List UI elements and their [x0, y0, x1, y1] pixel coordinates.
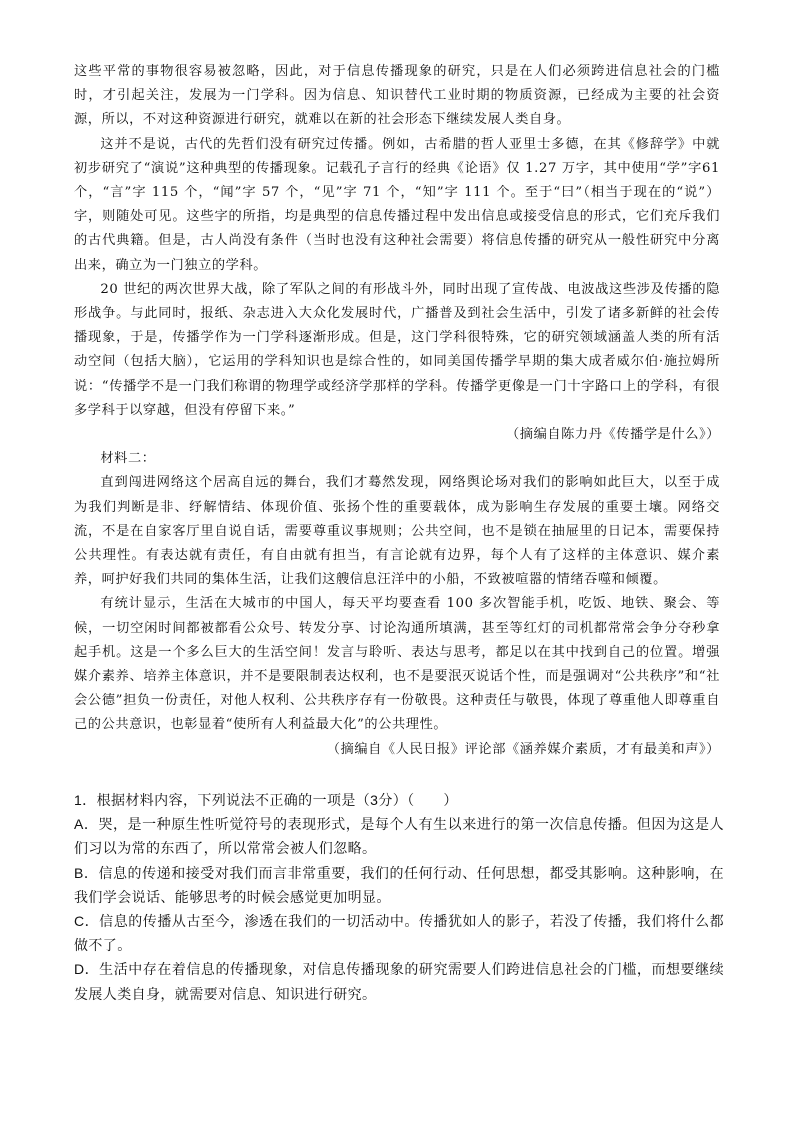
material-label: 材料二：	[100, 451, 156, 467]
passage-paragraph: 20 世纪的两次世界大战，除了军队之间的有形战斗外，同时出现了宣传战、电波战这些涉及传播的隐形战争。与此同时，报纸、杂志进入大众化发展时代，广播普及到社会生活中，引发了诸多新鲜的社会传播现象，于是，传播学作为一门学科逐渐形成。但是，这门学科很特殊，它的研究领域涵盖人类的所有活动空间（包括大脑），它运用的学科知识也是综合性的，如同美国传播学早期的集大成者威尔伯·施拉姆所说：“传播学不是一门我们称谓的物理学或经济学那样的学科。传播学更像是一门十字路口上的学科，有很多学科于以穿越，但没有停留下来。”	[74, 281, 720, 418]
passage-paragraph: 有统计显示，生活在大城市的中国人，每天平均要查看 100 多次智能手机，吃饭、地铁、聚会、等候，一切空闲时间都被都看公众号、转发分享、讨论沟通所填满，甚至等红灯的司机都常常会争分夺秒拿起手机。这是一个多么巨大的生活空间！发言与聆听、表达与思考，都足以在其中找到自己的位置。增强媒介素养、培养主体意识，并不是要限制表达权利，也不是要泯灭说话个性，而是强调对“公共秩序”和“社会公德”担负一份责任，对他人权利、公共秩序存有一份敬畏。这种责任与敬畏，体现了尊重他人即尊重自己的公共意识，也彰显着“使所有人利益最大化”的公共理性。	[74, 596, 720, 733]
reading-passage	[74, 60, 720, 762]
passage-paragraph: 直到闯进网络这个居高自远的舞台，我们才蓦然发现，网络舆论场对我们的影响如此巨大，以至于成为我们判断是非、纾解情结、体现价值、张扬个性的重要载体，成为影响生存发展的重要土壤。网络交流，不是在自家客厅里自说自话，需要尊重议事规则；公共空间，也不是锁在抽屉里的日记本，需要保持公共理性。有表达就有责任，有自由就有担当，有言论就有边界，每个人有了这样的主体意识、媒介素养，呵护好我们共同的集体生活，让我们这艘信息汪洋中的小船，不致被喧嚣的情绪吞噬和倾覆。	[74, 475, 720, 588]
question-stem: 1．根据材料内容，下列说法不正确的一项是（3分）（ ）	[74, 792, 458, 808]
answer-option-a: A．哭，是一种原生性听觉符号的表现形式，是每个人有生以来进行的第一次信息传播。但因为这是人们习以为常的东西了，所以常常会被人们忽略。	[74, 816, 724, 857]
source-citation: （摘编自《人民日报》评论部《涵养媒介素质，才有最美和声》）	[326, 741, 720, 757]
source-citation: （摘编自陈力丹《传播学是什么》）	[506, 427, 720, 443]
answer-option-d: D．生活中存在着信息的传播现象，对信息传播现象的研究需要人们跨进信息社会的门槛，而想要继续发展人类自身，就需要对信息、知识进行研究。	[74, 961, 724, 1002]
answer-option-c: C．信息的传播从古至今，渗透在我们的一切活动中。传播犹如人的影子，若没了传播，我们将什么都做不了。	[74, 913, 724, 954]
passage-paragraph: 这并不是说，古代的先哲们没有研究过传播。例如，古希腊的哲人亚里士多德，在其《修辞学》中就初步研究了“演说”这种典型的传播现象。记载孔子言行的经典《论语》仅 1.27 万字，其中使用“学”字61 个，“言”字 115 个，“闻”字 57 个，“见”字 71 个，“知”字 111 个。至于“曰”（相当于现在的“说”）字，则随处可见。这些字的所指，均是典型的信息传播过程中发出信息或接受信息的形式，它们充斥我们的古代典籍。但是，古人尚没有条件（当时也没有这种社会需要）将信息传播的研究从一般性研究中分离出来，确立为一门独立的学科。	[74, 136, 720, 273]
question-block	[74, 788, 724, 1006]
passage-paragraph: 这些平常的事物很容易被忽略，因此，对于信息传播现象的研究，只是在人们必须跨进信息社会的门槛时，才引起关注，发展为一门学科。因为信息、知识替代工业时期的物质资源，已经成为主要的社会资源，所以，不对这种资源进行研究，就难以在新的社会形态下继续发展人类自身。	[74, 64, 720, 128]
answer-option-b: B．信息的传递和接受对我们而言非常重要，我们的任何行动、任何思想，都受其影响。这种影响，在我们学会说话、能够思考的时候会感觉更加明显。	[74, 864, 724, 905]
